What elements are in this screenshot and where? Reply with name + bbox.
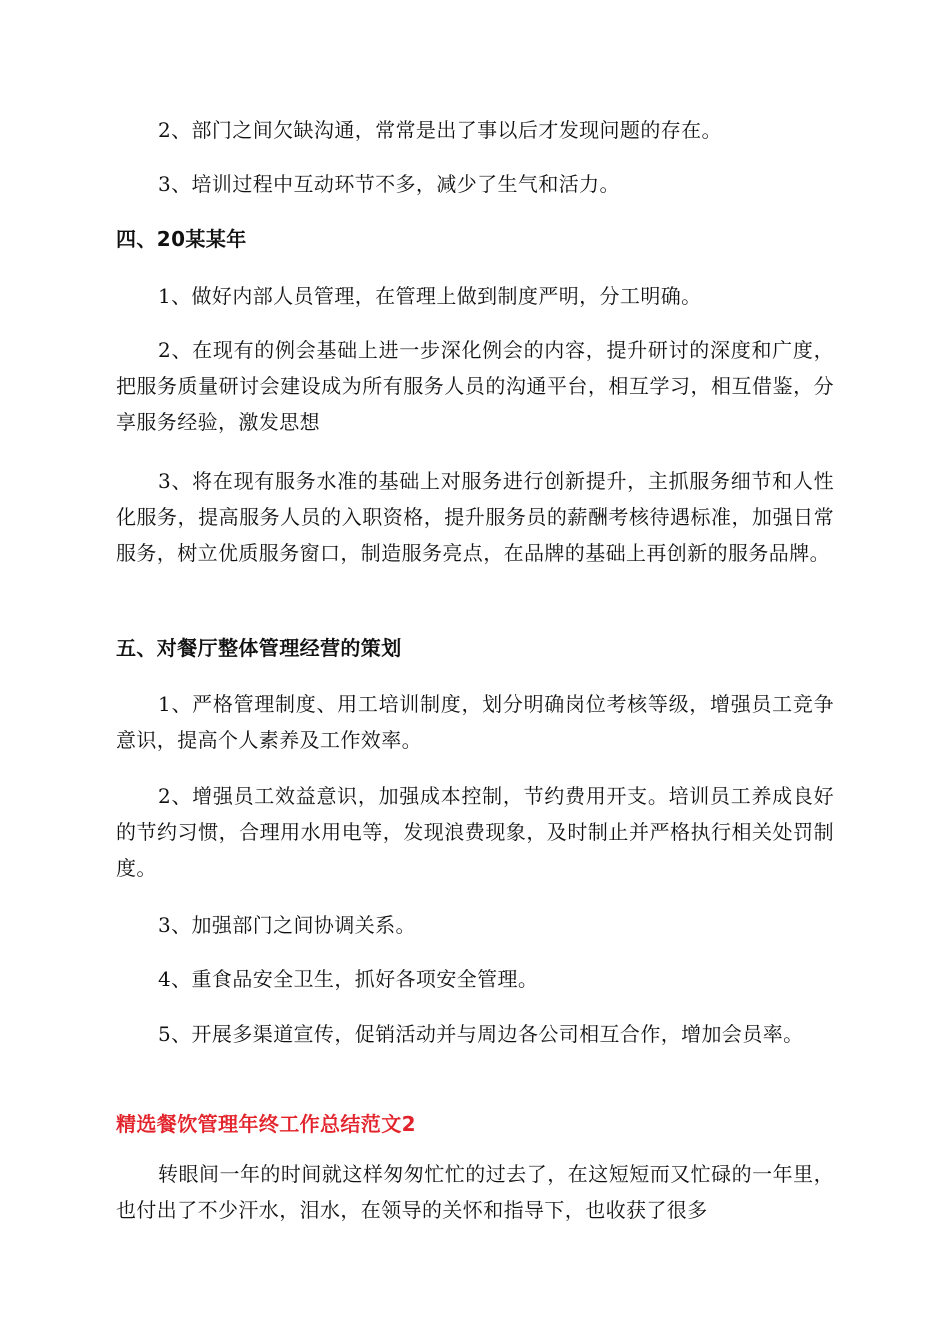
section-heading-5: 五、对餐厅整体管理经营的策划 (116, 636, 402, 660)
paragraph-intro: 转眼间一年的时间就这样匆匆忙忙的过去了，在这短短而又忙碌的一年里，也付出了不少汗水，泪水，在领导的关怀和指导下，也收获了很多 (116, 1162, 834, 1222)
paragraph-4-2: 2、在现有的例会基础上进一步深化例会的内容，提升研讨的深度和广度，把服务质量研讨会建设成为所有服务人员的沟通平台，相互学习，相互借鉴，分享服务经验，激发思想 (116, 338, 834, 434)
paragraph-3-3: 3、培训过程中互动环节不多，减少了生气和活力。 (158, 172, 620, 196)
paragraph-5-4: 4、重食品安全卫生，抓好各项安全管理。 (158, 967, 539, 991)
section-heading-4: 四、20某某年 (116, 227, 247, 251)
paragraph-5-2: 2、增强员工效益意识，加强成本控制，节约费用开支。培训员工养成良好的节约习惯，合理用水用电等，发现浪费现象，及时制止并严格执行相关处罚制度。 (116, 784, 834, 880)
paragraph-3-2: 2、部门之间欠缺沟通，常常是出了事以后才发现问题的存在。 (158, 118, 722, 142)
article-title-2: 精选餐饮管理年终工作总结范文2 (116, 1112, 416, 1136)
paragraph-5-1: 1、严格管理制度、用工培训制度，划分明确岗位考核等级，增强员工竞争意识，提高个人素养及工作效率。 (116, 692, 834, 752)
paragraph-4-1: 1、做好内部人员管理，在管理上做到制度严明，分工明确。 (158, 284, 702, 308)
paragraph-5-3: 3、加强部门之间协调关系。 (158, 913, 416, 937)
paragraph-5-5: 5、开展多渠道宣传，促销活动并与周边各公司相互合作，增加会员率。 (158, 1022, 804, 1046)
paragraph-4-3: 3、将在现有服务水准的基础上对服务进行创新提升，主抓服务细节和人性化服务，提高服务人员的入职资格，提升服务员的薪酬考核待遇标准，加强日常服务，树立优质服务窗口，制造服务亮点，在品牌的基础上再创新的服务品牌。 (116, 469, 834, 565)
